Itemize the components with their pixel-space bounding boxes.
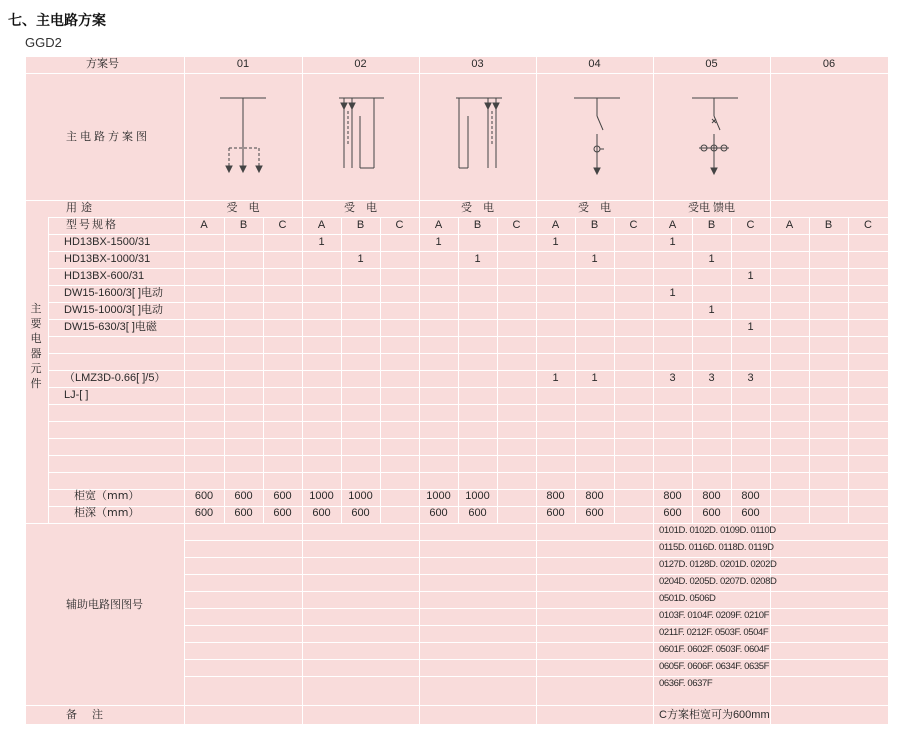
cabinet-width: 1000 <box>426 490 451 502</box>
usage-value: 受 电 <box>461 202 494 214</box>
grid-line <box>341 217 342 523</box>
grid-line <box>848 217 849 523</box>
component-quantity: 1 <box>357 253 364 265</box>
component-quantity: 1 <box>708 253 715 265</box>
phase-column-header: A <box>785 219 794 231</box>
grid-line <box>614 217 615 523</box>
cabinet-width: 800 <box>663 490 682 502</box>
cabinet-depth: 600 <box>194 507 214 519</box>
cabinet-width: 1000 <box>465 490 490 502</box>
cabinet-width: 800 <box>546 490 565 502</box>
grid-line <box>263 217 264 523</box>
scheme-number: 01 <box>236 58 250 70</box>
aux-circuit-code: 0115D. 0116D. 0118D. 0119D <box>659 542 774 553</box>
scheme-number: 04 <box>588 58 601 70</box>
grid-line <box>48 268 888 269</box>
grid-line <box>497 217 498 523</box>
aux-circuit-code: 0605F. 0606F. 0634F. 0635F <box>659 661 770 672</box>
phase-column-header: A <box>434 219 443 231</box>
cabinet-depth: 600 <box>273 507 292 519</box>
aux-circuit-code: 0103F. 0104F. 0209F. 0210F <box>659 610 770 621</box>
cabinet-width: 600 <box>273 490 292 502</box>
phase-column-header: C <box>512 219 521 231</box>
circuit-diagram-05 <box>692 98 738 174</box>
cabinet-width: 1000 <box>348 490 373 502</box>
component-quantity: 1 <box>669 287 676 299</box>
grid-line <box>48 472 888 473</box>
component-name: LJ-[ ] <box>64 389 89 401</box>
scheme-number: 03 <box>471 58 484 70</box>
grid-line <box>809 217 810 523</box>
aux-circuit-code: 0127D. 0128D. 0201D. 0202D <box>659 559 777 570</box>
grid-line <box>536 217 537 523</box>
scheme-number: 06 <box>822 58 836 70</box>
vertical-char: 电 <box>30 332 42 345</box>
cabinet-width: 600 <box>234 490 253 502</box>
scheme-number: 05 <box>705 58 718 70</box>
phase-column-header: A <box>200 219 208 231</box>
phase-column-header: C <box>746 219 755 231</box>
cabinet-depth: 600 <box>351 507 370 519</box>
aux-label: 辅助电路图图号 <box>66 598 143 611</box>
component-name: DW15-630/3[ ]电磁 <box>64 321 157 333</box>
component-quantity: 1 <box>591 372 598 384</box>
component-quantity: 1 <box>435 236 442 248</box>
component-quantity: 3 <box>747 372 754 384</box>
cabinet-depth: 600 <box>429 507 448 519</box>
aux-circuit-code: 0636F. 0637F <box>659 678 713 689</box>
grid-line <box>48 217 888 218</box>
usage-value: 受电 馈电 <box>687 202 736 214</box>
cabinet-width: 800 <box>741 490 760 502</box>
grid-line <box>458 217 459 523</box>
cabinet-width: 600 <box>194 490 214 502</box>
aux-circuit-code: 0211F. 0212F. 0503F. 0504F <box>659 627 769 638</box>
aux-circuit-code: 0101D. 0102D. 0109D. 0110D <box>659 525 776 536</box>
grid-line <box>48 404 888 405</box>
component-quantity: 1 <box>552 372 559 384</box>
grid-line <box>48 251 888 252</box>
grid-line <box>48 421 888 422</box>
component-quantity: 1 <box>747 321 754 333</box>
component-quantity: 1 <box>591 253 598 265</box>
diagram-label: 主电路方案图 <box>66 130 150 143</box>
cabinet-width: 800 <box>585 490 604 502</box>
depth-label: 柜深（mm） <box>74 506 140 519</box>
phase-column-header: A <box>317 219 326 231</box>
vertical-char: 器 <box>30 347 42 360</box>
grid-line <box>770 217 771 523</box>
phase-column-header: B <box>707 219 716 231</box>
vertical-char: 要 <box>30 317 42 330</box>
grid-line <box>48 438 888 439</box>
usage-value: 受 电 <box>578 202 611 214</box>
grid-line <box>888 217 889 523</box>
cabinet-depth: 600 <box>312 507 331 519</box>
scheme-no-label: 方案号 <box>86 57 119 70</box>
section-title: 七、主电路方案 <box>8 13 106 29</box>
grid-line <box>48 455 888 456</box>
cabinet-depth: 600 <box>546 507 565 519</box>
component-quantity: 3 <box>669 372 676 384</box>
width-label: 柜宽（mm） <box>74 489 140 502</box>
phase-column-header: C <box>629 219 638 231</box>
component-quantity: 1 <box>747 270 754 282</box>
grid-line <box>575 217 576 523</box>
cabinet-width: 800 <box>702 490 721 502</box>
model-label: 型号规格 <box>66 218 118 231</box>
grid-line <box>26 705 888 706</box>
usage-value: 受 电 <box>226 202 260 214</box>
grid-line <box>692 217 693 523</box>
grid-line <box>224 217 225 523</box>
vertical-char: 主 <box>30 302 42 315</box>
grid-line <box>653 217 654 523</box>
component-name: DW15-1000/3[ ]电动 <box>64 304 164 316</box>
cabinet-depth: 600 <box>663 507 682 519</box>
grid-line <box>48 387 888 388</box>
component-quantity: 1 <box>708 304 715 316</box>
aux-circuit-code: 0501D. 0506D <box>659 593 716 604</box>
component-name: DW15-1600/3[ ]电动 <box>64 287 164 299</box>
component-quantity: 3 <box>708 372 715 384</box>
grid-line <box>302 217 303 523</box>
circuit-diagram-01 <box>220 98 266 172</box>
circuit-diagrams <box>26 56 888 201</box>
component-name: （LMZ3D-0.66[ ]/5） <box>64 372 166 384</box>
circuit-diagram-03 <box>456 98 502 168</box>
phase-column-header: B <box>824 219 833 231</box>
cabinet-model: GGD2 <box>25 35 62 50</box>
phase-column-header: C <box>278 219 287 231</box>
aux-circuit-code: 0601F. 0602F. 0503F. 0604F <box>659 644 770 655</box>
component-quantity: 1 <box>552 236 559 248</box>
grid-line <box>48 336 888 337</box>
grid-line <box>48 302 888 303</box>
usage-value: 受 电 <box>344 202 377 214</box>
scheme-table <box>26 56 888 724</box>
cabinet-depth: 600 <box>234 507 253 519</box>
phase-column-header: B <box>590 219 599 231</box>
component-name: HD13BX-1500/31 <box>64 236 151 248</box>
cabinet-depth: 600 <box>702 507 721 519</box>
grid-line <box>48 370 888 371</box>
cabinet-depth: 600 <box>585 507 604 519</box>
circuit-diagram-04 <box>574 98 620 174</box>
phase-column-header: C <box>395 219 404 231</box>
component-quantity: 1 <box>474 253 481 265</box>
usage-label: 用途 <box>66 201 96 214</box>
scheme-number: 02 <box>354 58 367 70</box>
cabinet-depth: 600 <box>468 507 487 519</box>
grid-line <box>419 217 420 523</box>
phase-column-header: B <box>356 219 365 231</box>
main-components-label <box>29 301 43 391</box>
grid-line <box>184 217 185 523</box>
remark-label: 备 注 <box>66 708 105 721</box>
phase-column-header: B <box>473 219 482 231</box>
grid-line <box>731 217 732 523</box>
grid-line <box>48 285 888 286</box>
vertical-char: 件 <box>30 377 42 390</box>
cabinet-depth: 600 <box>741 507 760 519</box>
component-quantity: 1 <box>669 236 676 248</box>
grid-line <box>48 217 49 523</box>
grid-line <box>48 319 888 320</box>
component-quantity: 1 <box>318 236 325 248</box>
remark-value: C方案柜宽可为600mm <box>659 709 770 721</box>
grid-line <box>48 353 888 354</box>
component-name: HD13BX-1000/31 <box>64 253 151 265</box>
phase-column-header: A <box>668 219 677 231</box>
vertical-char: 元 <box>30 362 42 375</box>
component-name: HD13BX-600/31 <box>64 270 145 282</box>
phase-column-header: C <box>864 219 872 231</box>
cabinet-width: 1000 <box>309 490 334 502</box>
phase-column-header: B <box>239 219 248 231</box>
aux-circuit-code: 0204D. 0205D. 0207D. 0208D <box>659 576 777 587</box>
circuit-diagram-02 <box>339 98 384 168</box>
grid-line <box>48 234 888 235</box>
grid-line <box>380 217 381 523</box>
phase-column-header: A <box>551 219 560 231</box>
